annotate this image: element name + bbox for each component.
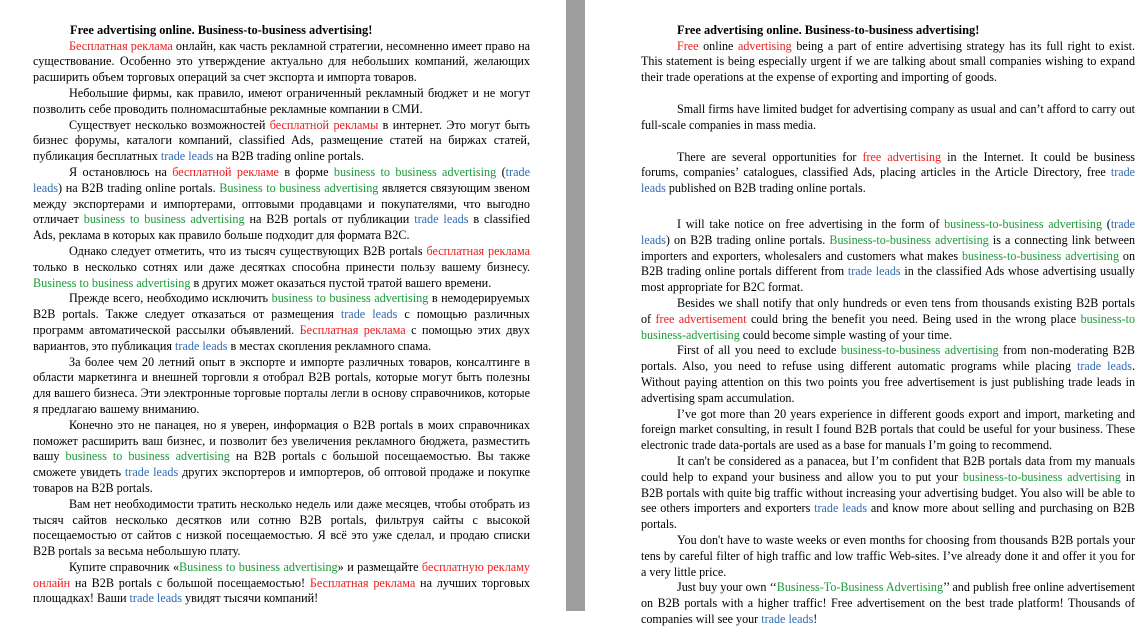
text-run: on B2B trading online portals different from [641, 248, 1135, 279]
text-run: на B2B portals с большой посещаемостью! [70, 575, 310, 590]
text-run: is a connecting link between importers and exporters, wholesalers and customers what makes [641, 232, 1135, 263]
text-run: в других может оказаться пустой тратой вашего времени. [190, 275, 492, 290]
text-run: in the classified Ads whose advertising usually most appropriate for B2C format. [641, 264, 1135, 295]
highlighted-keyword: trade leads [761, 611, 814, 626]
highlighted-keyword: business to business advertising [333, 164, 497, 179]
highlighted-keyword: business-to-business advertising [961, 248, 1120, 263]
highlighted-keyword: business to business advertising [271, 291, 429, 306]
right-paragraph [641, 296, 1135, 343]
text-run: ’’ and publish free online advertisement on B2B portals with a higher traffic! Free advertisement on the best trade platform! Thousands of companies will see your [641, 580, 1135, 626]
highlighted-keyword: trade leads [414, 212, 469, 227]
highlighted-keyword: trade leads [641, 165, 1135, 196]
highlighted-keyword: бесплатная реклама [426, 243, 530, 258]
text-run: с помощью этих двух вариантов, это публикация [33, 322, 531, 353]
text-run: других экспортеров и импортеров, об оптовой продаже и покупке товаров на B2B portals. [33, 465, 530, 495]
highlighted-keyword: бесплатной рекламе [172, 164, 279, 179]
text-run: Существует несколько возможностей [69, 117, 270, 132]
highlighted-keyword: trade leads [340, 307, 398, 322]
text-run: Купите справочник « [69, 559, 180, 574]
highlighted-keyword: Бесплатная реклама [299, 322, 406, 337]
text-run: только в несколько сотнях или даже десятках способна принести пользу вашему бизнесу. [33, 259, 530, 274]
left-paragraph [33, 497, 530, 560]
right-paragraph [641, 217, 1135, 296]
text-run: I’ve got more than 20 years experience in different goods export and import, marketing and foreign market consulting, in result I found B2B portals that could be useful for your business. These electronic trade data-portals are used as a base for manuals I’m going to recommend. [641, 406, 1135, 453]
text-run: in the Internet. It could be business forums, companies’ catalogues, classified Ads, placing articles in the Article Directory, free [641, 149, 1135, 180]
left-text-column [33, 23, 530, 607]
right-paragraph [641, 102, 1135, 134]
left-paragraph [33, 418, 530, 497]
text-run: online [698, 38, 738, 53]
highlighted-keyword: trade leads [160, 149, 214, 164]
text-run: published on B2B trading online portals. [665, 181, 866, 196]
page-divider [566, 0, 585, 611]
highlighted-keyword: trade leads [33, 164, 531, 195]
text-run: ! [813, 611, 818, 626]
right-paragraph [641, 580, 1135, 627]
left-paragraph [33, 86, 530, 118]
text-run: За более чем 20 летний опыт в экспорте и импорте различных товаров, консалтинге в области маркетинга и внешней торговли я отобрал B2B portals, которые могут быть полезны для вашего бизнеса. Эти электронные торговые порталы легли в основу справочников, которые я предлагаю вашему вниманию. [33, 354, 530, 416]
text-run: in B2B portals with quite big traffic without increasing your advertising budget. You also will be able to see others importers and exporters [641, 469, 1136, 516]
text-run: является связующим звеном между экспортерами и импортерами, оптовыми продавцами и покупателями, что выгодно отличает [33, 180, 531, 227]
text-run: с помощью различных программ автоматической рассылки объявлений. [33, 307, 530, 337]
text-run: Однако следует отметить, что из тысяч существующих B2B portals [69, 243, 427, 258]
highlighted-keyword: trade leads [814, 501, 868, 516]
text-run: You don't have to waste weeks or even months for choosing from thousands B2B portals your tens by careful filter of high traffic and low traffic Web-sites. I’ve already done it and offer it you for a very little price. [641, 532, 1135, 579]
highlighted-keyword: business-to-business advertising [962, 469, 1121, 484]
text-run: ( [1102, 216, 1111, 231]
left-paragraph [33, 560, 530, 607]
text-run: в форме [278, 164, 334, 179]
highlighted-keyword: Business to business advertising [219, 180, 379, 195]
right-paragraph [641, 454, 1135, 533]
text-run: в немодерируемых B2B portals. Также следует отказаться от размещения [33, 291, 530, 322]
highlighted-keyword: free advertising [862, 149, 942, 164]
text-run: Прежде всего, необходимо исключить [69, 291, 272, 306]
text-run: на B2B trading online portals. [213, 149, 365, 164]
text-run: Besides we shall notify that only hundreds or even tens from thousands existing B2B portals of [641, 295, 1135, 326]
left-paragraph [33, 118, 530, 165]
left-paragraph [33, 355, 530, 418]
right-paragraph [641, 533, 1135, 580]
text-run: на лучших торговых площадках! Ваши [33, 575, 531, 606]
highlighted-keyword: trade leads [175, 338, 228, 353]
highlighted-keyword: advertising [737, 38, 792, 53]
text-run: could bring the benefit you need. Being used in the wrong place [746, 311, 1081, 326]
highlighted-keyword: trade leads [124, 465, 179, 480]
text-run: It can't be considered as a panacea, but I’m confident that B2B portals data from my manuals could help to expand your business and allow you to put your [641, 453, 1135, 484]
highlighted-keyword: бесплатной рекламы [269, 117, 379, 132]
text-run: ) на B2B trading online portals. [58, 180, 220, 195]
text-run: Just buy your own ‘‘ [677, 580, 777, 595]
highlighted-keyword: Business-to-business advertising [829, 232, 989, 247]
text-run: . Without paying attention on this two points you free advertisement is just publishing trade leads in advertising spam accumulation. [641, 359, 1135, 405]
text-run: There are several opportunities for [677, 149, 863, 164]
highlighted-keyword: business-to-business advertising [840, 343, 999, 358]
right-document-page [585, 0, 1144, 626]
right-paragraph [641, 343, 1135, 406]
left-paragraph [33, 165, 530, 244]
left-page-title: Free advertising online. Business-to-business advertising! [70, 23, 373, 37]
text-run: Small firms have limited budget for advertising company as usual and can’t afford to carry out full-scale companies in mass media. [641, 101, 1135, 132]
right-text-column [641, 23, 1135, 628]
right-paragraph [641, 39, 1135, 86]
highlighted-keyword: Business to business advertising [179, 559, 338, 574]
highlighted-keyword: trade leads [1076, 359, 1132, 374]
highlighted-keyword: Бесплатная реклама [309, 575, 416, 590]
highlighted-keyword: business to business advertising [83, 212, 245, 227]
highlighted-keyword: Business-To-Business Advertising [776, 580, 944, 595]
highlighted-keyword: Free [677, 38, 699, 53]
right-page-title: Free advertising online. Business-to-business advertising! [677, 23, 980, 37]
text-run: ) on B2B trading online portals. [665, 232, 830, 247]
text-run: увидят тысячи компаний! [181, 591, 319, 606]
highlighted-keyword: trade leads [847, 264, 901, 279]
left-paragraph [33, 291, 530, 354]
text-run: онлайн, как часть рекламной стратегии, несомненно имеет право на существование. Особенно это утверждение актуально для небольших компаний, желающих расширить объем торговых операций за счет экспорта и импорта товаров. [33, 38, 530, 85]
text-run: в местах скопления рекламного спама. [227, 338, 432, 353]
highlighted-keyword: trade leads [641, 216, 1135, 247]
highlighted-keyword: business-to-business advertising [944, 216, 1103, 231]
left-paragraph [33, 244, 530, 291]
text-run: from non-moderating B2B portals. Also, you need to refuse using different automatic programs while placing [641, 343, 1135, 374]
text-run: » и размещайте [337, 559, 422, 574]
right-paragraph [641, 407, 1135, 454]
left-document-page [0, 0, 566, 611]
text-run: could become simple wasting of your time. [739, 327, 953, 342]
text-run: на B2B portals с большой посещаемостью. Вы также сможете увидеть [33, 449, 530, 480]
highlighted-keyword: бесплатную рекламу онлайн [33, 559, 530, 590]
text-run: Я остановлюсь на [69, 164, 173, 179]
text-run: ( [496, 164, 506, 179]
highlighted-keyword: free advertisement [655, 311, 747, 326]
highlighted-keyword: business-to business-advertising [641, 311, 1135, 342]
text-run: Конечно это не панацея, но я уверен, информация о B2B portals в моих справочниках поможет расширить ваш бизнес, и позволит без увеличения рекламного бюджета, разместить вашу [33, 417, 530, 464]
text-run: в classified Ads, реклама в которых как правило больше подходит для формата B2C. [33, 212, 531, 243]
right-paragraph [641, 150, 1135, 197]
text-run: I will take notice on free advertising in the form of [677, 216, 945, 231]
text-run: Небольшие фирмы, как правило, имеют ограниченный рекламный бюджет и не могут позволить себе проводить полномасштабные рекламные компании в СМИ. [33, 85, 530, 116]
left-paragraph [33, 39, 530, 86]
highlighted-keyword: business to business advertising [65, 449, 230, 464]
text-run: на B2B portals от публикации [244, 212, 415, 227]
highlighted-keyword: trade leads [129, 591, 182, 606]
text-run: First of all you need to exclude [677, 343, 841, 358]
highlighted-keyword: Бесплатная реклама [69, 38, 173, 53]
text-run: в интернет. Это могут быть бизнес форумы, каталоги компаний, classified Ads, размещение статей на биржах статей, публикация бесплатных [33, 117, 530, 164]
text-run: being a part of entire advertising strategy has its full right to exist. This statement is being especially urgent if we are talking about small companies wishing to expand their trade operations at the expense of exporting and importing of goods. [641, 38, 1135, 85]
text-run: and know more about selling and purchasing on B2B portals. [641, 501, 1135, 532]
text-run: Вам нет необходимости тратить несколько недель или даже месяцев, чтобы отобрать из тысяч сайтов несколько десятков или сотню B2B portals, фильтруя сайты с высокой посещаемостью от сайтов с низкой посещаемостью. Я всё это уже сделал, и продаю списки B2B portals за весьма небольшую плату. [33, 496, 530, 559]
highlighted-keyword: Business to business advertising [33, 275, 191, 290]
